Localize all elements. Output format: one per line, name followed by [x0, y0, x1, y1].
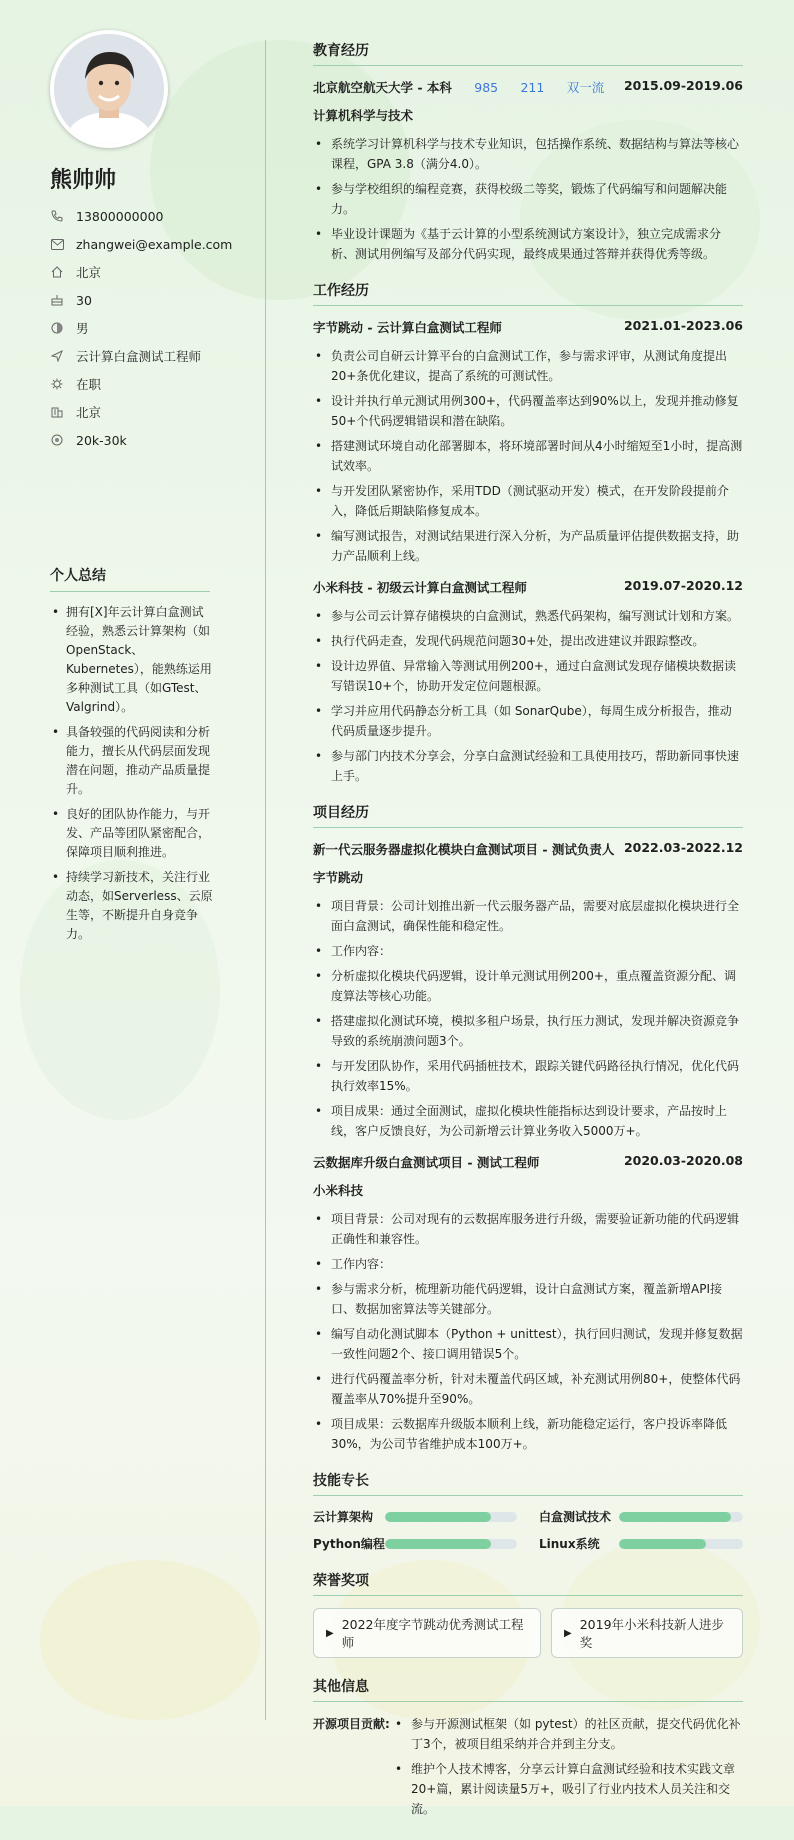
- avatar: [50, 30, 168, 148]
- school-tag: 211: [520, 80, 545, 95]
- section-title: 荣誉奖项: [313, 1570, 743, 1596]
- education-header: [313, 78, 743, 96]
- other-info: [313, 1714, 743, 1824]
- job-list: [313, 346, 743, 566]
- job-list: [313, 606, 743, 786]
- list-item: • 系统学习计算机科学与技术专业知识，包括操作系统、数据结构与算法等核心课程，GPA 3.8（满分4.0）。: [313, 134, 743, 174]
- mail-icon: [50, 237, 64, 251]
- list-item: • 良好的团队协作能力，与开发、产品等团队紧密配合，保障项目顺利推进。: [50, 805, 215, 862]
- project-header: [313, 1153, 743, 1171]
- other-label: 开源项目贡献:: [313, 1717, 390, 1731]
- project-date: 2020.03-2020.08: [623, 1153, 743, 1168]
- skill-bar: [619, 1539, 743, 1549]
- list-item: • 参与开源测试框架（如 pytest）的社区贡献，提交代码优化补丁3个，被项目组采纳并合并到主分支。: [393, 1714, 743, 1754]
- info-text: 云计算白盒测试工程师: [76, 349, 202, 364]
- list-item: • 学习并应用代码静态分析工具（如 SonarQube），每周生成分析报告，推动代码质量逐步提升。: [313, 701, 743, 741]
- job-date: 2021.01-2023.06: [623, 318, 743, 333]
- education-date: 2015.09-2019.06: [623, 78, 743, 93]
- list-item: • 编写自动化测试脚本（Python + unittest），执行回归测试，发现并修复数据一致性问题2个、接口调用错误5个。: [313, 1324, 743, 1364]
- summary-list: [50, 603, 215, 944]
- skill-item: [313, 1535, 517, 1552]
- project-date: 2022.03-2022.12: [623, 840, 743, 855]
- contact-info: [50, 202, 260, 454]
- info-text: 北京: [76, 405, 102, 420]
- awards-list: [313, 1608, 743, 1658]
- award-item: [313, 1608, 541, 1658]
- skill-bar: [385, 1512, 517, 1522]
- skill-item: [539, 1508, 743, 1525]
- skill-fill: [385, 1512, 491, 1522]
- list-item: • 进行代码覆盖率分析，针对未覆盖代码区域，补充测试用例80+，使整体代码覆盖率从70%提升至90%。: [313, 1369, 743, 1409]
- info-city: [50, 258, 260, 286]
- home-icon: [50, 265, 64, 279]
- right-column: [313, 40, 743, 1840]
- list-item: • 维护个人技术博客，分享云计算白盒测试经验和技术实践文章20+篇，累计阅读量5万+，吸引了行业内技术人员关注和交流。: [393, 1759, 743, 1819]
- list-item: • 参与学校组织的编程竞赛，获得校级二等奖，锻炼了代码编写和问题解决能力。: [313, 179, 743, 219]
- skill-fill: [619, 1539, 706, 1549]
- list-item: • 拥有[X]年云计算白盒测试经验，熟悉云计算架构（如OpenStack、Kubernetes），能熟练运用多种测试工具（如GTest、Valgrind）。: [50, 603, 215, 717]
- job-title: 小米科技 - 初级云计算白盒测试工程师: [313, 580, 527, 595]
- info-text: 13800000000: [76, 208, 164, 224]
- cake-icon: [50, 293, 64, 307]
- summary-section: [50, 603, 215, 950]
- money-icon: [50, 433, 64, 447]
- list-item: • 毕业设计课题为《基于云计算的小型系统测试方案设计》，独立完成需求分析、测试用例编写及部分代码实现，最终成果通过答辩并获得优秀等级。: [313, 224, 743, 264]
- list-item: • 项目背景：公司计划推出新一代云服务器产品，需要对底层虚拟化模块进行全面白盒测试，确保性能和稳定性。: [313, 896, 743, 936]
- status-icon: [50, 377, 64, 391]
- skill-bar: [619, 1512, 743, 1522]
- info-email: [50, 230, 260, 258]
- column-divider: [265, 40, 266, 1720]
- job-header: [313, 578, 743, 596]
- skill-bar: [385, 1539, 517, 1549]
- awards-section: [313, 1570, 743, 1658]
- list-item: • 具备较强的代码阅读和分析能力，擅长从代码层面发现潜在问题，推动产品质量提升。: [50, 723, 215, 799]
- info-text: 30: [76, 292, 92, 308]
- info-gender: [50, 314, 260, 342]
- list-item: • 项目背景：公司对现有的云数据库服务进行升级，需要验证新功能的代码逻辑正确性和兼容性。: [313, 1209, 743, 1249]
- list-item: • 项目成果：通过全面测试，虚拟化模块性能指标达到设计要求，产品按时上线，客户反馈良好，为公司新增云计算业务收入5000万+。: [313, 1101, 743, 1141]
- list-item: • 与开发团队紧密协作，采用TDD（测试驱动开发）模式，在开发阶段提前介入，降低后期缺陷修复成本。: [313, 481, 743, 521]
- skills-section: [313, 1470, 743, 1552]
- list-item: • 搭建测试环境自动化部署脚本，将环境部署时间从4小时缩短至1小时，提高测试效率。: [313, 436, 743, 476]
- education-major: 计算机科学与技术: [313, 108, 414, 123]
- project-header: [313, 840, 743, 858]
- list-item: • 分析虚拟化模块代码逻辑，设计单元测试用例200+，重点覆盖资源分配、调度算法等核心功能。: [313, 966, 743, 1006]
- list-item: • 持续学习新技术，关注行业动态，如Serverless、云原生等，不断提升自身竞争力。: [50, 868, 215, 944]
- phone-icon: [50, 209, 64, 223]
- award-text: 2019年小米科技新人进步奖: [579, 1617, 725, 1650]
- job-header: [313, 318, 743, 336]
- school-tag: 985: [474, 80, 499, 95]
- award-item: [551, 1608, 743, 1658]
- info-text: 北京: [76, 265, 102, 280]
- job-date: 2019.07-2020.12: [623, 578, 743, 593]
- skill-name: Python编程: [313, 1537, 385, 1551]
- info-salary: [50, 426, 260, 454]
- job-title: 字节跳动 - 云计算白盒测试工程师: [313, 320, 502, 335]
- list-item: • 项目成果：云数据库升级版本顺利上线，新功能稳定运行，客户投诉率降低30%，为公司节省维护成本100万+。: [313, 1414, 743, 1454]
- info-text: 男: [76, 321, 89, 336]
- project-list: [313, 1209, 743, 1454]
- info-text: 20k-30k: [76, 432, 127, 448]
- project-list: [313, 896, 743, 1141]
- profile-name: 熊帅帅: [50, 168, 117, 193]
- work-section: [313, 280, 743, 786]
- other-section: [313, 1676, 743, 1824]
- section-title: 其他信息: [313, 1676, 743, 1702]
- section-title: 教育经历: [313, 40, 743, 66]
- list-item: • 工作内容：: [313, 941, 743, 961]
- list-item: • 参与公司云计算存储模块的白盒测试，熟悉代码架构，编写测试计划和方案。: [313, 606, 743, 626]
- info-position: [50, 342, 260, 370]
- section-title: 技能专长: [313, 1470, 743, 1496]
- project-company: 小米科技: [313, 1183, 364, 1198]
- project-title: 云数据库升级白盒测试项目 - 测试工程师: [313, 1155, 540, 1170]
- play-icon: ▶: [326, 1627, 334, 1639]
- list-item: • 负责公司自研云计算平台的白盒测试工作，参与需求评审，从测试角度提出20+条优化建议，提高了系统的可测试性。: [313, 346, 743, 386]
- skill-fill: [385, 1539, 491, 1549]
- list-item: • 搭建虚拟化测试环境，模拟多租户场景，执行压力测试，发现并解决资源竞争导致的系统崩溃问题3个。: [313, 1011, 743, 1051]
- info-work-city: [50, 398, 260, 426]
- project-company: 字节跳动: [313, 870, 364, 885]
- project-title: 新一代云服务器虚拟化模块白盒测试项目 - 测试负责人: [313, 842, 615, 857]
- play-icon: ▶: [564, 1627, 572, 1639]
- info-text: zhangwei@example.com: [76, 236, 233, 252]
- skill-name: Linux系统: [539, 1537, 600, 1551]
- list-item: • 参与需求分析，梳理新功能代码逻辑，设计白盒测试方案，覆盖新增API接口、数据加密算法等关键部分。: [313, 1279, 743, 1319]
- skill-item: [539, 1535, 743, 1552]
- skills-grid: [313, 1508, 743, 1552]
- info-text: 在职: [76, 377, 102, 392]
- send-icon: [50, 349, 64, 363]
- list-item: • 工作内容：: [313, 1254, 743, 1274]
- list-item: • 设计并执行单元测试用例300+，代码覆盖率达到90%以上，发现并推动修复50+个代码逻辑错误和潜在缺陷。: [313, 391, 743, 431]
- info-age: [50, 286, 260, 314]
- education-section: [313, 40, 743, 264]
- skill-name: 云计算架构: [313, 1510, 374, 1524]
- list-item: • 参与部门内技术分享会，分享白盒测试经验和工具使用技巧，帮助新同事快速上手。: [313, 746, 743, 786]
- school-line: [313, 78, 604, 96]
- list-item: • 编写测试报告，对测试结果进行深入分析，为产品质量评估提供数据支持，助力产品顺利上线。: [313, 526, 743, 566]
- building-icon: [50, 405, 64, 419]
- gender-icon: [50, 321, 64, 335]
- award-text: 2022年度字节跳动优秀测试工程师: [341, 1617, 524, 1650]
- school-tag: 双一流: [566, 80, 605, 95]
- skill-name: 白盒测试技术: [539, 1510, 612, 1524]
- avatar-icon: [54, 34, 164, 144]
- list-item: • 设计边界值、异常输入等测试用例200+，通过白盒测试发现存储模块数据读写错误10+个，协助开发定位问题根源。: [313, 656, 743, 696]
- school-name: 北京航空航天大学 - 本科: [313, 80, 452, 95]
- info-phone: [50, 202, 260, 230]
- skill-item: [313, 1508, 517, 1525]
- section-title: 工作经历: [313, 280, 743, 306]
- skill-fill: [619, 1512, 731, 1522]
- list-item: • 与开发团队协作，采用代码插桩技术，跟踪关键代码路径执行情况，优化代码执行效率15%。: [313, 1056, 743, 1096]
- list-item: • 执行代码走查，发现代码规范问题30+处，提出改进建议并跟踪整改。: [313, 631, 743, 651]
- section-title: 项目经历: [313, 802, 743, 828]
- other-list: [393, 1714, 743, 1824]
- summary-title: 个人总结: [50, 565, 210, 592]
- education-list: [313, 134, 743, 264]
- info-status: [50, 370, 260, 398]
- left-column: [0, 0, 265, 1806]
- projects-section: [313, 802, 743, 1454]
